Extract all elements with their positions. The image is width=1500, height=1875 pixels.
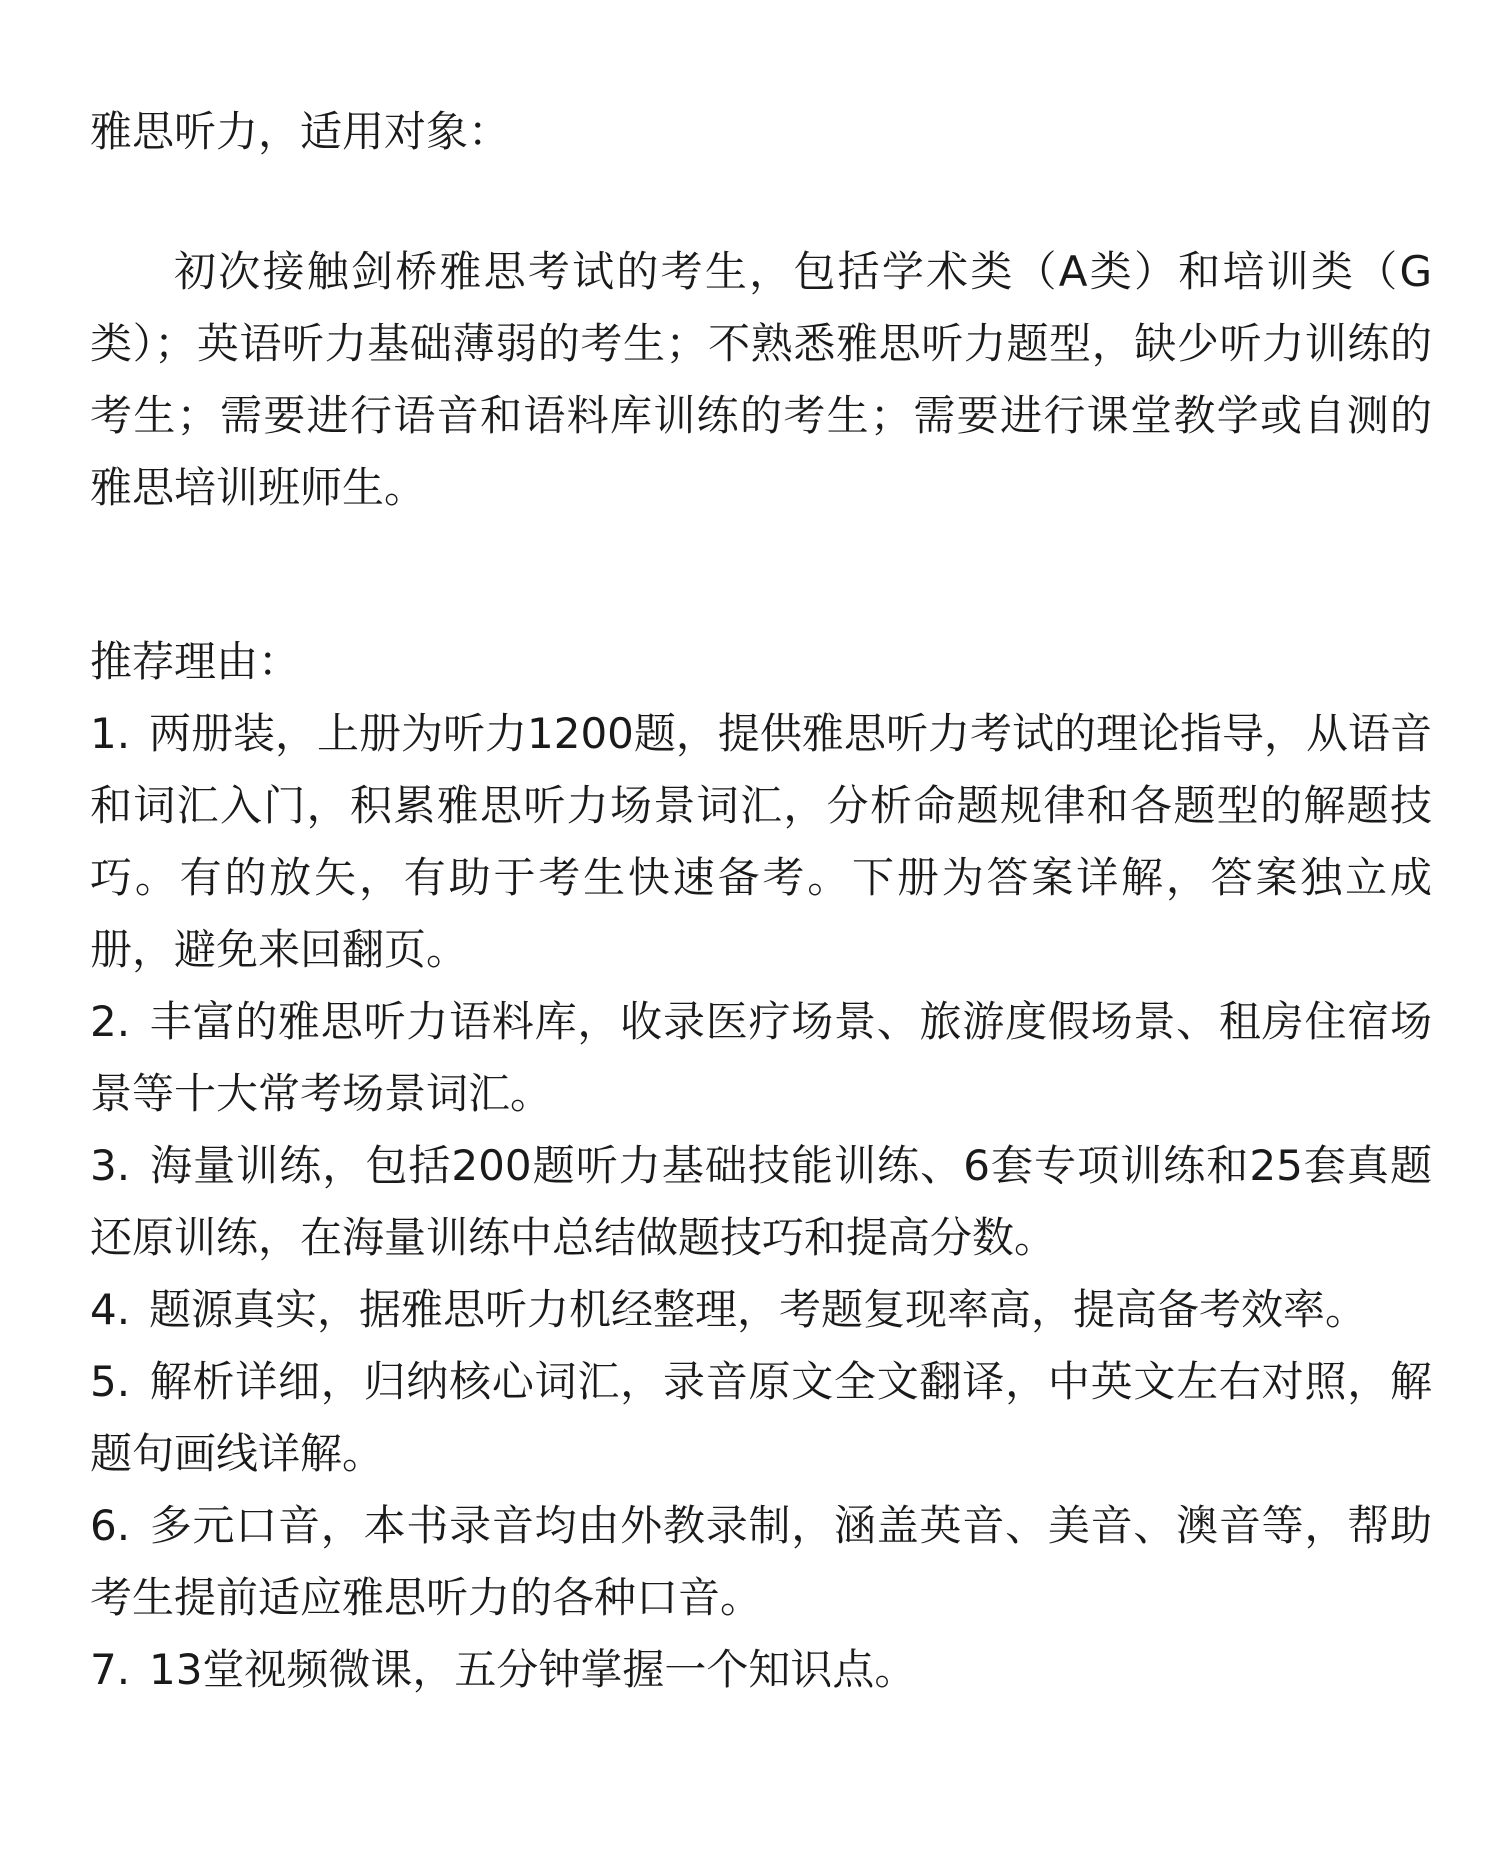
document-page <box>90 96 1432 1706</box>
item-text: 海量训练，包括200题听力基础技能训练、6套专项训练和25套真题还原训练，在海量训练中总结做题技巧和提高分数。 <box>90 1141 1432 1262</box>
item-number: 3. <box>90 1141 131 1190</box>
recommend-heading: 推荐理由： <box>90 637 301 686</box>
item-text: 解析详细，归纳核心词汇，录音原文全文翻译，中英文左右对照，解题句画线详解。 <box>90 1357 1432 1478</box>
item-number: 1. <box>90 709 131 758</box>
list-item <box>90 1274 1432 1346</box>
recommend-list <box>90 698 1432 1706</box>
applicable-heading: 雅思听力，适用对象： <box>90 107 511 156</box>
applicable-description: 初次接触剑桥雅思考试的考生，包括学术类（A类）和培训类（G类）；英语听力基础薄弱的考生；不熟悉雅思听力题型，缺少听力训练的考生；需要进行语音和语料库训练的考生；需要进行课堂教学或自测的雅思培训班师生。 <box>90 247 1432 512</box>
list-item <box>90 1130 1432 1274</box>
item-number: 7. <box>90 1645 131 1694</box>
item-number: 5. <box>90 1357 131 1406</box>
spacer <box>90 524 1432 626</box>
list-item <box>90 1346 1432 1490</box>
list-item <box>90 986 1432 1130</box>
item-number: 2. <box>90 997 131 1046</box>
item-text: 两册装，上册为听力1200题，提供雅思听力考试的理论指导，从语音和词汇入门，积累雅思听力场景词汇，分析命题规律和各题型的解题技巧。有的放矢，有助于考生快速备考。下册为答案详解，答案独立成册，避免来回翻页。 <box>90 709 1432 974</box>
item-text: 13堂视频微课，五分钟掌握一个知识点。 <box>148 1645 917 1694</box>
item-number: 4. <box>90 1285 131 1334</box>
list-item <box>90 698 1432 986</box>
list-item <box>90 1490 1432 1634</box>
item-text: 丰富的雅思听力语料库，收录医疗场景、旅游度假场景、租房住宿场景等十大常考场景词汇。 <box>90 997 1432 1118</box>
item-text: 多元口音，本书录音均由外教录制，涵盖英音、美音、澳音等，帮助考生提前适应雅思听力的各种口音。 <box>90 1501 1432 1622</box>
item-text: 题源真实，据雅思听力机经整理，考题复现率高，提高备考效率。 <box>148 1285 1367 1334</box>
list-item <box>90 1634 1432 1706</box>
item-number: 6. <box>90 1501 131 1550</box>
spacer <box>90 168 1432 236</box>
